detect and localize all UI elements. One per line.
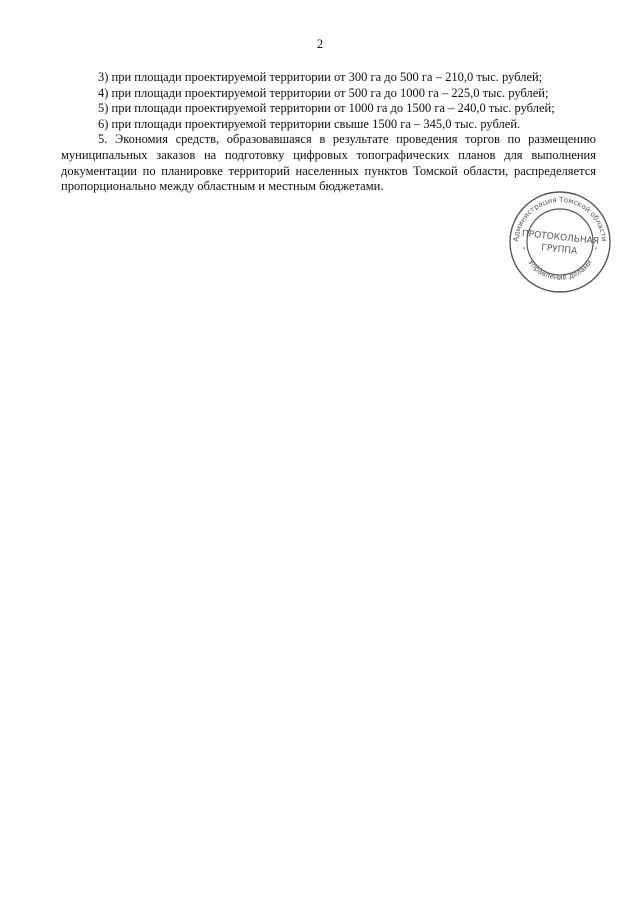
stamp-line1: ПРОТОКОЛЬНАЯ: [521, 229, 600, 248]
stamp-graphic: [506, 188, 614, 296]
list-item: 6) при площади проектируемой территории свыше 1500 га – 345,0 тыс. рублей.: [98, 116, 521, 131]
stamp-star-right-icon: *: [594, 247, 598, 253]
list-item: 3) при площади проектируемой территории от 300 га до 500 га – 210,0 тыс. рублей;: [98, 70, 543, 84]
stamp-line2: ГРУППА: [540, 243, 578, 257]
list-item: 5) при площади проектируемой территории от 1000 га до 1500 га – 240,0 тыс. рублей;: [98, 101, 555, 116]
paragraph: 5. Экономия средств, образовавшаяся в результате проведения торгов по размещению муниципальных заказов на подготовку цифровых топографических планов для выполнения документации по планировке территорий населенных пунктов Томской области, распределяется пропорционально между областным и местным бюджетами.: [61, 132, 596, 194]
page-number: 2: [316, 37, 324, 51]
stamp-star-left-icon: *: [522, 247, 526, 253]
stamp-outer-text-bottom: Управление делами: [526, 258, 594, 282]
list-item: 4) при площади проектируемой территории от 500 га до 1000 га – 225,0 тыс. рублей;: [98, 85, 549, 100]
protocol-group-stamp: [506, 188, 614, 296]
document-body: [61, 70, 596, 195]
stamp-outer-text-top: Администрация Томской области: [511, 194, 609, 243]
